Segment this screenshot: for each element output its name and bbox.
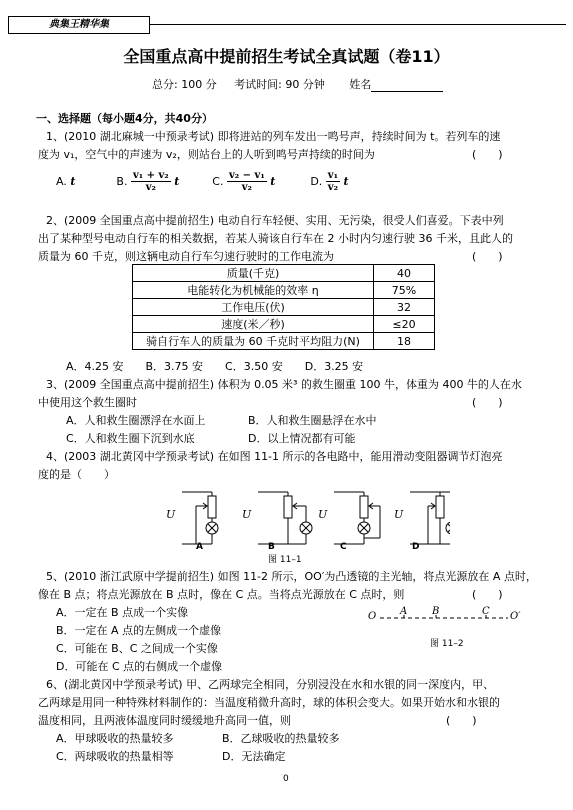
q5-line1: 5、(2010 浙江武原中学提前招生) 如图 11-2 所示，OO′为凸透镜的主光轴，将点光源放在 A 点时，	[46, 570, 537, 583]
q2-line2: 出了某种型号电动自行车的相关数据，若某人骑该自行车在 2 小时内匀速行驶 36 千米，且此人的	[38, 232, 513, 245]
q1-opt-b-num: v₁ + v₂	[132, 170, 169, 181]
q1-options	[56, 170, 349, 200]
table-row	[133, 333, 435, 350]
circuit-d-label: D	[412, 542, 420, 552]
q6-opt-c: C．两球吸收的热量相等	[56, 750, 174, 763]
q5-paren: ( )	[472, 588, 503, 601]
q1-opt-b-den: v₂	[145, 182, 156, 193]
q1-opt-a-label: A.	[56, 175, 67, 188]
q1-paren: ( )	[472, 148, 503, 161]
total-score: 总分: 100 分	[152, 78, 217, 91]
axis-label-c: C	[482, 606, 490, 617]
circuit-a	[182, 492, 218, 544]
q6-opt-b: B．乙球吸收的热量较多	[222, 732, 340, 745]
axis-label-b: B	[432, 606, 440, 617]
q3-line2: 中使用这个救生圈时	[38, 396, 137, 409]
q2-line3: 质量为 60 千克，则这辆电动自行车匀速行驶时的工作电流为	[38, 250, 334, 263]
q3-opt-d: D．以上情况都有可能	[248, 432, 356, 445]
q1-line1: 1、(2010 湖北麻城一中预录考试) 即将进站的列车发出一鸣号声，持续时间为 t。若列车的速	[46, 130, 501, 143]
q2-line1: 2、(2009 全国重点高中提前招生) 电动自行车轻便、实用、无污染，很受人们喜爱。下表中列	[46, 214, 504, 227]
optical-axis-figure	[368, 606, 528, 626]
q1-opt-b-label: B.	[116, 175, 128, 188]
circuit-a-label: A	[196, 542, 203, 552]
table-row	[133, 265, 435, 282]
circuit-b-u-label: U	[242, 508, 252, 521]
q1-opt-d-den: v₂	[327, 182, 338, 193]
q1-opt-c-num: v₂ − v₁	[228, 170, 265, 181]
q1-opt-d-label: D.	[310, 175, 323, 188]
circuit-d	[410, 492, 450, 544]
q6-opt-a: A．甲球吸收的热量较多	[56, 732, 174, 745]
name-label: 姓名	[349, 78, 372, 91]
table-cell: 工作电压(伏)	[133, 299, 374, 316]
q2-options: A．4.25 安 B．3.75 安 C．3.50 安 D．3.25 安	[66, 360, 364, 373]
q5-opt-d: D．可能在 C 点的右侧成一个虚像	[56, 660, 223, 673]
table-cell: 18	[374, 333, 435, 350]
table-cell: 40	[374, 265, 435, 282]
circuit-c-u-label: U	[318, 508, 328, 521]
q1-opt-b-frac	[131, 170, 171, 193]
q6-line3: 温度相同，且两液体温度同时缓缓地升高同一值，则	[38, 714, 291, 727]
figure-11-2-caption: 图 11–2	[430, 639, 464, 649]
q1-opt-c-frac	[227, 170, 267, 193]
q1-opt-c-t: t	[270, 175, 276, 188]
table-cell: 75%	[374, 282, 435, 299]
table-row	[133, 282, 435, 299]
q5-line2: 像在 B 点；将点光源放在 B 点时，像在 C 点。当将点光源放在 C 点时，则	[38, 588, 405, 601]
table-cell: ≤20	[374, 316, 435, 333]
table-cell: 32	[374, 299, 435, 316]
circuit-figure-11-1	[150, 486, 450, 552]
q5-opt-c: C．可能在 B、C 之间成一个实像	[56, 642, 218, 655]
q3-paren: ( )	[472, 396, 503, 409]
q4-line1: 4、(2003 湖北黄冈中学预录考试) 在如图 11-1 所示的各电路中，能用滑动变阻器调节灯泡亮	[46, 450, 503, 463]
section-heading: 一、选择题（每小题4分，共40分）	[36, 112, 213, 125]
table-cell: 速度(米／秒)	[133, 316, 374, 333]
table-row	[133, 299, 435, 316]
page-title: 全国重点高中提前招生考试全真试题（卷11）	[123, 47, 450, 66]
q3-opt-b: B．人和救生圈悬浮在水中	[248, 414, 377, 427]
axis-label-a: A	[400, 606, 408, 617]
q1-opt-b-t: t	[174, 175, 180, 188]
q5-opt-b: B．一定在 A 点的左侧成一个虚像	[56, 624, 222, 637]
table-cell: 质量(千克)	[133, 265, 374, 282]
q6-line1: 6、(湖北黄冈中学预录考试) 甲、乙两球完全相同，分别浸没在水和水银的同一深度内，甲、	[46, 678, 495, 691]
table-cell: 骑自行车人的质量为 60 千克时平均阻力(N)	[133, 333, 374, 350]
q3-opt-a: A．人和救生圈漂浮在水面上	[66, 414, 206, 427]
header-banner: 典集王精华集	[8, 16, 150, 34]
page-number: 0	[283, 774, 289, 784]
q1-opt-d-t: t	[343, 175, 349, 188]
header-rule	[150, 24, 566, 25]
table-row	[133, 316, 435, 333]
circuit-a-u-label: U	[166, 508, 176, 521]
exam-meta	[152, 76, 443, 92]
circuit-d-u-label: U	[394, 508, 404, 521]
axis-label-o-prime: O′	[510, 611, 521, 622]
q6-opt-d: D．无法确定	[222, 750, 286, 763]
q2-spec-table	[132, 264, 435, 350]
q3-opt-c: C．人和救生圈下沉到水底	[66, 432, 195, 445]
q1-opt-c-den: v₂	[241, 182, 252, 193]
q1-opt-c-label: C.	[212, 175, 224, 188]
q6-line2: 乙两球是用同一种特殊材料制作的：当温度稍微升高时，球的体积会变大。如果开始水和水银的	[38, 696, 500, 709]
q5-opt-a: A．一定在 B 点成一个实像	[56, 606, 189, 619]
q1-opt-d-num: v₁	[327, 170, 338, 181]
circuit-b	[258, 492, 312, 544]
q3-line1: 3、(2009 全国重点高中提前招生) 体积为 0.05 米³ 的救生圈重 100 牛，体重为 400 牛的人在水	[46, 378, 522, 391]
q1-opt-a: t	[70, 175, 76, 188]
q1-opt-d-frac	[326, 170, 340, 193]
name-blank	[371, 79, 443, 92]
circuit-b-label: B	[268, 542, 275, 552]
circuit-c	[334, 492, 380, 544]
q6-paren: ( )	[446, 714, 477, 727]
q4-line2: 度的是（ ）	[38, 468, 115, 481]
q1-line2: 度为 v₁，空气中的声速为 v₂，则站台上的人听到鸣号声持续的时间为	[38, 148, 375, 161]
q2-paren: ( )	[472, 250, 503, 263]
axis-label-o: O	[368, 611, 377, 622]
circuit-c-label: C	[340, 542, 347, 552]
figure-11-1-caption: 图 11–1	[268, 555, 302, 565]
table-cell: 电能转化为机械能的效率 η	[133, 282, 374, 299]
exam-time: 考试时间: 90 分钟	[234, 78, 325, 91]
